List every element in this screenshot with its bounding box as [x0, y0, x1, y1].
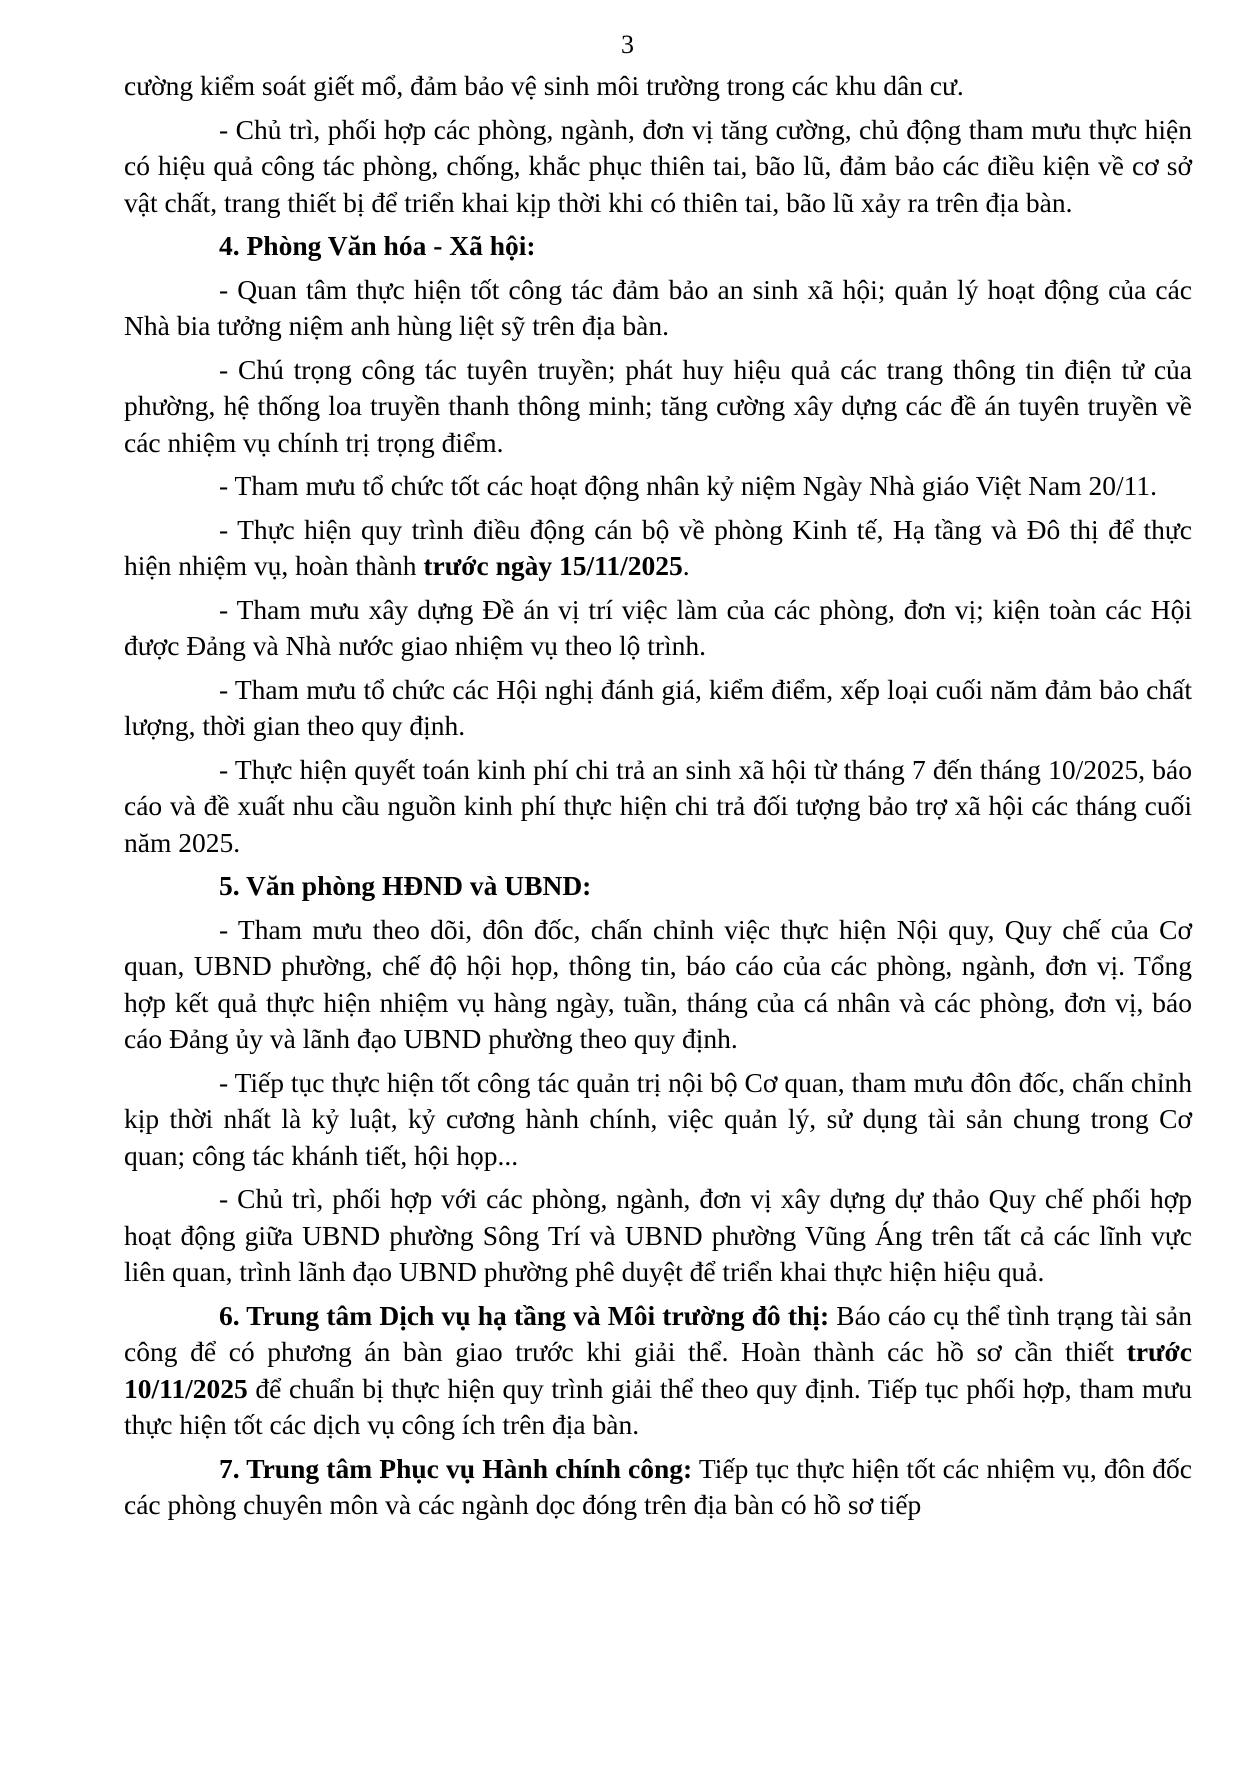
section-heading-5: 5. Văn phòng HĐND và UBND:: [219, 870, 592, 901]
paragraph-propaganda: - Chú trọng công tác tuyên truyền; phát huy hiệu quả các trang thông tin điện tử của phường, hệ thống loa truyền thanh thông minh; tăng cường xây dựng các đề án tuyên truyền về các nhiệm vụ chính trị trọng điểm.: [124, 353, 1192, 458]
paragraph-staff-transfer: [124, 512, 1192, 585]
text: để chuẩn bị thực hiện quy trình giải thể theo quy định. Tiếp tục phối hợp, tham mưu thực hiện tốt các dịch vụ công ích trên địa bàn.: [124, 1372, 1192, 1440]
paragraph-monitoring: - Tham mưu theo dõi, đôn đốc, chấn chỉnh việc thực hiện Nội quy, Quy chế của Cơ quan, UBND phường, chế độ hội họp, thông tin, báo cáo của các phòng, ngành, đơn vị. Tổng hợp kết quả thực hiện nhiệm vụ hàng ngày, tuần, tháng của cá nhân và các phòng, đơn vị, báo cáo Đảng ủy và lãnh đạo UBND phường theo quy định.: [124, 913, 1192, 1054]
text: .: [682, 550, 690, 581]
text: Tiếp tục thực hiện tốt các nhiệm vụ, đôn đốc các phòng chuyên môn và các ngành dọc đóng trên địa bàn có hồ sơ tiếp: [124, 1452, 1192, 1520]
paragraph-disaster-prevention: - Chủ trì, phối hợp các phòng, ngành, đơn vị tăng cường, chủ động tham mưu thực hiện có hiệu quả công tác phòng, chống, khắc phục thiên tai, bão lũ, đảm bảo các điều kiện về cơ sở vật chất, trang thiết bị để triển khai kịp thời khi có thiên tai, bão lũ xảy ra trên địa bàn.: [124, 113, 1192, 218]
deadline-bold: trước 10/11/2025: [124, 1336, 1192, 1404]
paragraph-continuation: cường kiểm soát giết mổ, đảm bảo vệ sinh môi trường trong các khu dân cư.: [124, 70, 964, 101]
paragraph-social-security: - Quan tâm thực hiện tốt công tác đảm bảo an sinh xã hội; quản lý hoạt động của các Nhà bia tưởng niệm anh hùng liệt sỹ trên địa bàn.: [124, 273, 1192, 341]
text: - Thực hiện quy trình điều động cán bộ về phòng Kinh tế, Hạ tầng và Đô thị để thực hiện nhiệm vụ, hoàn thành: [124, 513, 1192, 581]
paragraph-settlement: - Thực hiện quyết toán kinh phí chi trả an sinh xã hội từ tháng 7 đến tháng 10/2025, báo cáo và đề xuất nhu cầu nguồn kinh phí thực hiện chi trả đối tượng bảo trợ xã hội các tháng cuối năm 2025.: [124, 753, 1192, 858]
text: Báo cáo cụ thể tình trạng tài sản công để có phương án bàn giao trước khi giải thể. Hoàn thành các hồ sơ cần thiết: [124, 1299, 1192, 1367]
section-heading-4: 4. Phòng Văn hóa - Xã hội:: [219, 230, 536, 261]
paragraph-internal-admin: - Tiếp tục thực hiện tốt công tác quản trị nội bộ Cơ quan, tham mưu đôn đốc, chấn chỉnh kịp thời nhất là kỷ luật, kỷ cương hành chính, việc quản lý, sử dụng tài sản chung trong Cơ quan; công tác khánh tiết, hội họp...: [124, 1066, 1192, 1171]
section-heading-6: 6. Trung tâm Dịch vụ hạ tầng và Môi trường đô thị:: [219, 1299, 830, 1331]
document-body: [124, 68, 1192, 1531]
page-number: 3: [621, 30, 634, 59]
section-heading-7: 7. Trung tâm Phục vụ Hành chính công:: [219, 1452, 693, 1484]
paragraph-teachers-day: - Tham mưu tổ chức tốt các hoạt động nhân kỷ niệm Ngày Nhà giáo Việt Nam 20/11.: [219, 470, 1157, 501]
paragraph-job-positions: - Tham mưu xây dựng Đề án vị trí việc làm của các phòng, đơn vị; kiện toàn các Hội được Đảng và Nhà nước giao nhiệm vụ theo lộ trình.: [124, 593, 1192, 661]
section-6-paragraph: [124, 1298, 1192, 1444]
section-7-paragraph: [124, 1451, 1192, 1524]
paragraph-evaluation: - Tham mưu tổ chức các Hội nghị đánh giá, kiểm điểm, xếp loại cuối năm đảm bảo chất lượng, thời gian theo quy định.: [124, 673, 1192, 741]
paragraph-coordination-rules: - Chủ trì, phối hợp với các phòng, ngành, đơn vị xây dựng dự thảo Quy chế phối hợp hoạt động giữa UBND phường Sông Trí và UBND phường Vũng Áng trên tất cả các lĩnh vực liên quan, trình lãnh đạo UBND phường phê duyệt để triển khai thực hiện hiệu quả.: [124, 1183, 1192, 1287]
deadline-bold: trước ngày 15/11/2025: [423, 550, 683, 581]
